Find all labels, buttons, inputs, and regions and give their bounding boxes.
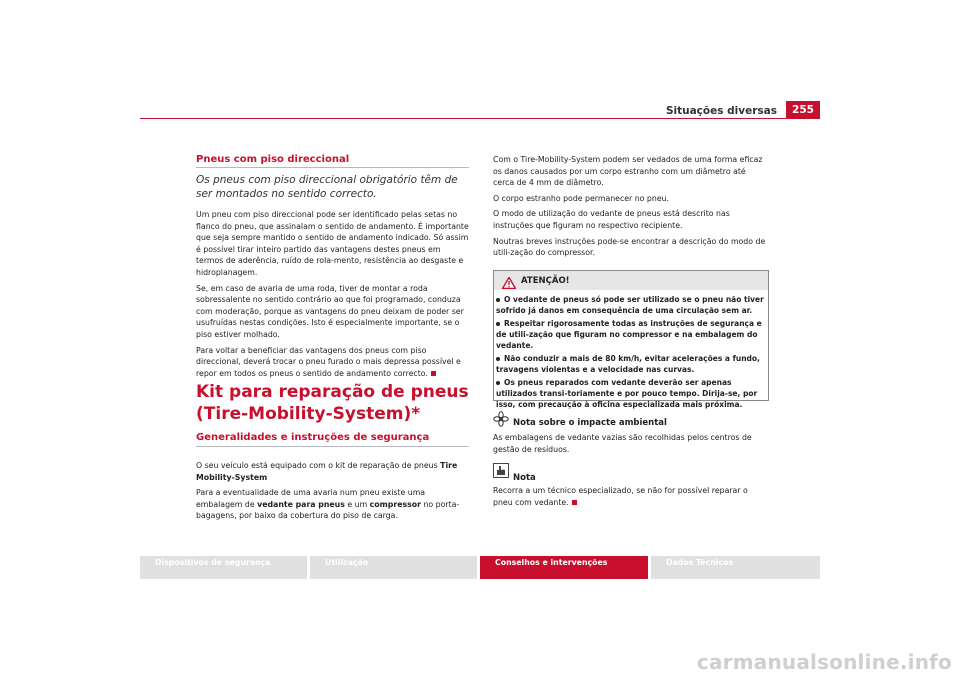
warning-triangle-icon <box>502 274 516 293</box>
warning-title: ATENÇÃO! <box>521 276 570 286</box>
note-body <box>493 485 769 508</box>
paragraph <box>196 460 469 483</box>
section-rule <box>196 446 469 447</box>
running-header-title: Situações diversas <box>665 105 777 117</box>
paragraph: Se, em caso de avaria de uma roda, tiver de montar a roda sobressalente no sentido contrário ao que foi programado, conduza com moderação, porque as vantagens do pneu deixam de poder ser usufruídas nestas condições. Isto é especialmente importante, se o piso estiver molhado. <box>196 283 464 339</box>
note-hand-icon <box>493 463 509 482</box>
environment-note-body <box>493 432 769 455</box>
paragraph-text: Para a eventualidade de uma avaria num pneu existe uma embalagem de <box>196 488 426 509</box>
paragraph-text: O seu veículo está equipado com o kit de reparação de pneus <box>196 461 441 470</box>
bullet-icon <box>496 357 500 361</box>
watermark: carmanualsonline.info <box>696 650 952 674</box>
footer-tab-advice[interactable]: Conselhos e intervenções <box>480 556 648 579</box>
note-title: Nota <box>513 473 536 483</box>
section-title-directional-tyres: Pneus com piso direccional <box>196 154 350 165</box>
left-body-block-2 <box>196 460 469 522</box>
bullet-icon <box>496 298 500 302</box>
bullet-icon <box>496 381 500 385</box>
paragraph-text: e um <box>344 499 370 509</box>
paragraph <box>196 487 469 522</box>
warning-item-text: Respeitar rigorosamente todas as instruções de segurança e de utili-zação que figuram no compressor e na embalagem do vedante. <box>496 319 762 350</box>
environment-note-title: Nota sobre o impacte ambiental <box>513 418 667 428</box>
section-subtitle: Os pneus com piso direccional obrigatório têm de ser montados no sentido correcto. <box>196 174 458 200</box>
bullet-icon <box>496 322 500 326</box>
right-body-block <box>493 154 769 259</box>
environment-flower-icon <box>493 411 509 431</box>
warning-item-text: Os pneus reparados com vedante deverão ser apenas utilizados transi-toriamente e por pouco tempo. Dirija-se, por isso, com precaução à oficina especializada mais próxima. <box>496 378 758 409</box>
paragraph-text: no porta-bagagens, por baixo da cobertura do piso de carga. <box>196 499 460 521</box>
warning-item <box>496 377 766 410</box>
warning-item-text: Não conduzir a mais de 80 km/h, evitar acelerações a fundo, travagens violentas e a velocidade nas curvas. <box>496 354 760 374</box>
paragraph: As embalagens de vedante vazias são recolhidas pelos centros de gestão de resíduos. <box>493 433 752 454</box>
section-rule <box>196 167 469 168</box>
section-title-safety: Generalidades e instruções de segurança <box>196 432 430 443</box>
bold-term: vedante para pneus <box>257 499 345 509</box>
end-square-icon <box>572 500 577 505</box>
paragraph: Um pneu com piso direccional pode ser identificado pelas setas no flanco do pneu, que assinalam o sentido de andamento. É importante que seja sempre mantido o sentido de andamento indicado. Só assim é possível tirar inteiro partido das vantagens destes pneus em termos de aderência, ruído de rola-mento, resistência ao desgaste e hidroplanagem. <box>196 210 469 277</box>
warning-item <box>496 294 766 316</box>
header-rule <box>140 118 820 119</box>
warning-item <box>496 353 766 375</box>
left-body-block-1 <box>196 209 469 379</box>
paragraph: Com o Tire-Mobility-System podem ser vedados de uma forma eficaz os danos causados por um corpo estranho com um diâmetro até cerca de 4 mm de diâmetro. <box>493 155 763 188</box>
warning-item-text: O vedante de pneus só pode ser utilizado se o pneu não tiver sofrido já danos em consequência de uma circulação sem ar. <box>496 295 764 315</box>
footer-tab-safety[interactable]: Dispositivos de segurança <box>140 556 307 579</box>
page-number: 255 <box>786 101 820 119</box>
paragraph <box>493 485 769 508</box>
end-square-icon <box>431 371 436 376</box>
paragraph: O corpo estranho pode permanecer no pneu. <box>493 193 670 203</box>
bold-term: Tire Mobility-System <box>196 461 458 482</box>
footer-tab-technical-data[interactable]: Dados Técnicos <box>651 556 820 579</box>
paragraph <box>196 345 469 380</box>
paragraph-text: Para voltar a beneficiar das vantagens dos pneus com piso direccional, deverá trocar o pneu furado o mais depressa possível e repor em todos os pneus o sentido de andamento correcto. <box>196 345 461 378</box>
paragraph: Noutras breves instruções pode-se encontrar a descrição do modo de utili-zação do compressor. <box>493 236 766 258</box>
paragraph-text: Recorra a um técnico especializado, se não for possível reparar o pneu com vedante. <box>493 486 748 507</box>
warning-item <box>496 318 766 351</box>
footer-tab-usage[interactable]: Utilização <box>310 556 477 579</box>
bold-term: compressor <box>369 499 421 509</box>
warning-list <box>496 294 766 410</box>
paragraph: O modo de utilização do vedante de pneus está descrito nas instruções que figuram no respectivo recipiente. <box>493 209 730 230</box>
chapter-title-tire-mobility-system: Kit para reparação de pneus (Tire-Mobility-System)* <box>196 382 469 424</box>
